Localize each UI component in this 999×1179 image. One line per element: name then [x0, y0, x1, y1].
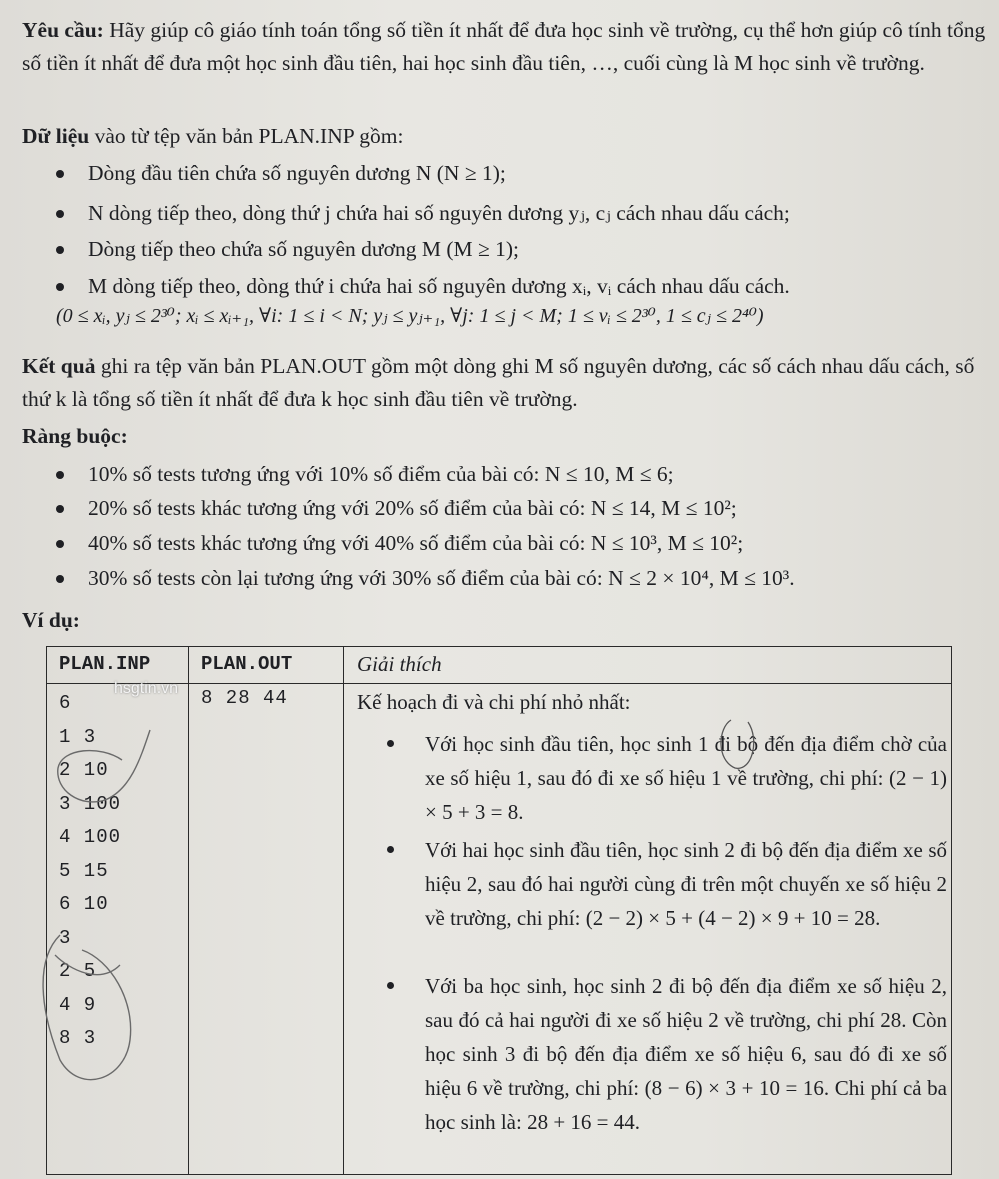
input-line: 3: [59, 926, 72, 949]
example-heading: Ví dụ:: [22, 608, 80, 632]
input-line: 5 15: [59, 859, 109, 882]
header-explanation: Giải thích: [357, 652, 442, 676]
constraint-bullet-2: 20% số tests khác tương ứng với 20% số điểm của bài có: N ≤ 14, M ≤ 10²;: [56, 492, 976, 525]
requirement-text: Hãy giúp cô giáo tính toán tổng số tiền ít nhất để đưa học sinh về trường, cụ thể hơn giúp cô tính tổng số tiền ít nhất để đưa một học sinh đầu tiên, hai học sinh đầu tiên, …, cuối cùng là M học sinh về trường.: [22, 18, 986, 75]
input-line: 2 10: [59, 759, 109, 781]
header-plan-out: PLAN.OUT: [201, 653, 293, 675]
input-spec-label: Dữ liệu: [22, 124, 90, 148]
input-line: 4 100: [59, 826, 122, 848]
input-constraint-line: (0 ≤ xᵢ, yⱼ ≤ 2³⁰; xᵢ ≤ xᵢ₊₁, ∀i: 1 ≤ i < N; yⱼ ≤ yⱼ₊₁, ∀j: 1 ≤ j < M; 1 ≤ vᵢ ≤ 2³⁰, 1 ≤ cⱼ ≤ 2⁴⁰): [56, 305, 764, 327]
input-line: 1 3: [59, 725, 97, 748]
input-bullet-2: N dòng tiếp theo, dòng thứ j chứa hai số nguyên dương yⱼ, cⱼ cách nhau dấu cách;: [56, 197, 976, 230]
explanation-intro: Kế hoạch đi và chi phí nhỏ nhất:: [357, 690, 631, 714]
input-line: 6: [59, 692, 72, 714]
input-line: 2 5: [59, 960, 97, 982]
requirement-label: Yêu cầu:: [22, 18, 104, 42]
input-bullet-1: Dòng đầu tiên chứa số nguyên dương N (N ≥ 1);: [56, 157, 976, 190]
input-line: 4 9: [59, 993, 97, 1016]
annotation-curve: [58, 730, 150, 802]
watermark: hsgtin.vn: [114, 680, 179, 697]
input-bullet-3: Dòng tiếp theo chứa số nguyên dương M (M ≥ 1);: [56, 233, 976, 266]
constraint-bullet-3: 40% số tests khác tương ứng với 40% số điểm của bài có: N ≤ 10³, M ≤ 10²;: [56, 527, 976, 560]
output-spec-label: Kết quả: [22, 354, 96, 378]
annotation-curve: [55, 955, 120, 975]
input-line: 6 10: [59, 893, 109, 915]
explanation-bullet-2: Với hai học sinh đầu tiên, học sinh 2 đi bộ đến địa điểm xe số hiệu 2, sau đó hai người cùng đi trên một chuyến xe số hiệu 2 về trường, chi phí: (2 − 2) × 5 + (4 − 2) × 9 + 10 = 28.: [387, 833, 947, 935]
output-spec-text: ghi ra tệp văn bản PLAN.OUT gồm một dòng ghi M số nguyên dương, các số cách nhau dấu cách, số thứ k là tổng số tiền ít nhất để đưa k học sinh đầu tiên về trường.: [22, 354, 975, 411]
input-spec-text: vào từ tệp văn bản PLAN.INP gồm:: [89, 124, 404, 148]
constraint-bullet-1: 10% số tests tương ứng với 10% số điểm của bài có: N ≤ 10, M ≤ 6;: [56, 458, 976, 491]
constraint-bullet-4: 30% số tests còn lại tương ứng với 30% số điểm của bài có: N ≤ 2 × 10⁴, M ≤ 10³.: [56, 562, 976, 595]
input-bullet-4: M dòng tiếp theo, dòng thứ i chứa hai số nguyên dương xᵢ, vᵢ cách nhau dấu cách.: [56, 270, 976, 303]
explanation-bullet-3: Với ba học sinh, học sinh 2 đi bộ đến địa điểm xe số hiệu 2, sau đó cả hai người đi xe số hiệu 2 về trường, chi phí 28. Còn học sinh 3 đi bộ đến địa điểm xe số hiệu 6, sau đó đi xe số hiệu 6 về trường, chi phí: (8 − 6) × 3 + 10 = 16. Chi phí cả ba học sinh là: 28 + 16 = 44.: [387, 969, 947, 1139]
explanation-bullet-1: Với học sinh đầu tiên, học sinh 1 đi bộ đến địa điểm chờ của xe số hiệu 1, sau đó đi xe số hiệu 1 về trường, chi phí: (2 − 1) × 5 + 3 = 8.: [387, 727, 947, 829]
input-line: 8 3: [59, 1027, 97, 1049]
annotation-circle: [721, 720, 754, 768]
constraints-heading: Ràng buộc:: [22, 424, 128, 448]
output-value: 8 28 44: [201, 687, 288, 709]
header-plan-inp: PLAN.INP: [59, 653, 151, 675]
input-line: 3 100: [59, 792, 122, 815]
